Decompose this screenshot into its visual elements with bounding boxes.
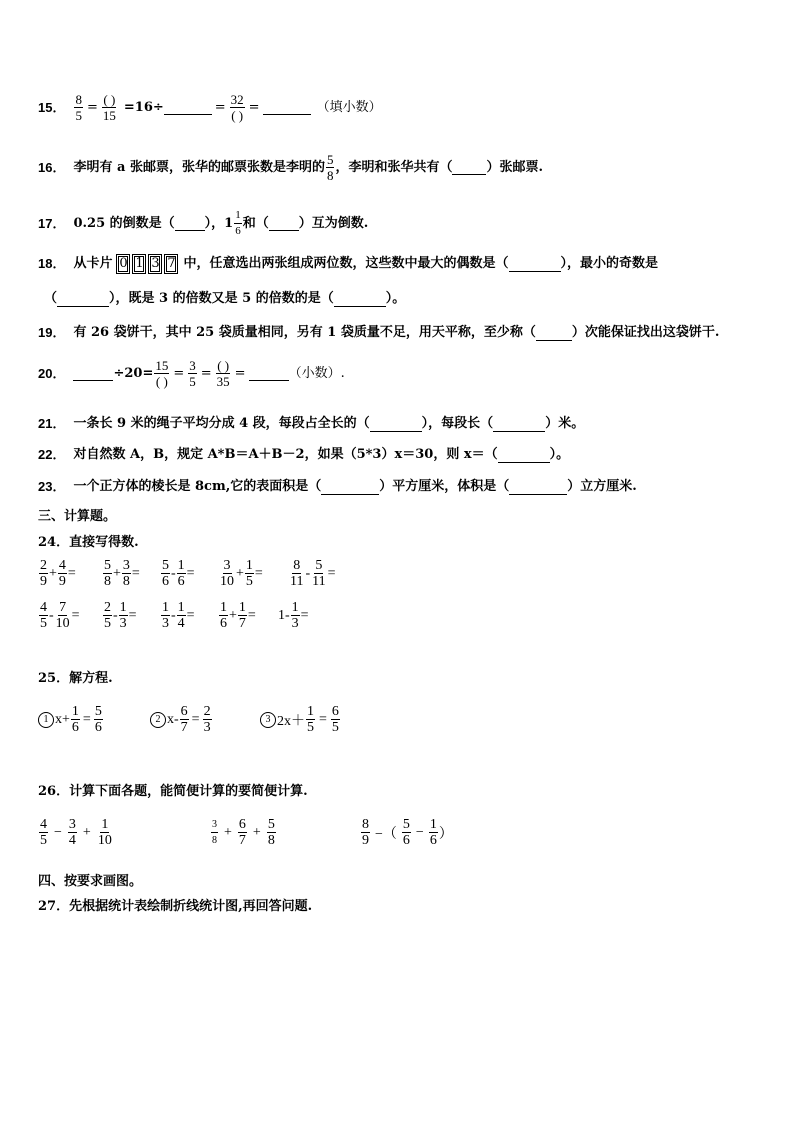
fraction: 5 8 — [326, 152, 334, 183]
question-text: 中，任意选出两张组成两位数，这些数中最大的偶数是（ — [183, 256, 509, 271]
question-text: ）互为倒数. — [298, 215, 369, 231]
calc-item: 2 5 - $\frac{1}{3}$ = — [104, 600, 137, 631]
expression: 8 9 −（ 5 6 − $\frac{1}{6}$ ） — [362, 817, 453, 848]
question-17 — [38, 208, 368, 239]
question-25-title: 25．解方程. — [38, 671, 113, 686]
calc-row-2 — [38, 600, 338, 631]
equation: 2 x- $\frac{6}{7}$ = $\frac{2}{3}$ — [150, 704, 260, 735]
answer-blank[interactable] — [493, 417, 545, 432]
digit-card: 7 — [164, 254, 178, 274]
question-text: ）次能保证找出这袋饼干. — [571, 325, 720, 340]
calc-item: 4 5 - $\frac{7}{10}$ = — [40, 600, 80, 631]
question-21 — [38, 416, 584, 432]
question-text: ），1 — [204, 215, 234, 231]
fraction: $\frac{8}{5}$ — [75, 92, 82, 123]
answer-blank[interactable] — [175, 216, 205, 231]
answer-blank[interactable] — [498, 448, 550, 463]
question-text: 和（ — [242, 215, 269, 231]
question-16 — [38, 152, 543, 183]
question-text: ，李明和张华共有（ — [335, 159, 453, 175]
hint-text: （填小数） — [316, 99, 382, 115]
answer-blank[interactable] — [321, 480, 379, 495]
calc-item: 5 8 + $\frac{3}{8}$ = — [104, 558, 140, 589]
question-text: ）。 — [549, 447, 570, 462]
answer-blank[interactable] — [334, 292, 386, 307]
answer-blank[interactable] — [509, 257, 561, 272]
question-text: 一个正方体的棱长是 8cm,它的表面积是（ — [73, 479, 322, 494]
circled-number: 1 — [38, 712, 54, 728]
answer-blank[interactable] — [57, 292, 109, 307]
question-text: ）立方厘米. — [567, 479, 637, 494]
question-text: 一条长 9 米的绳子平均分成 4 段，每段占全长的（ — [73, 416, 370, 431]
fraction: 15 ( ) — [155, 358, 169, 389]
digit-card: 3 — [148, 254, 162, 274]
question-18-cont — [44, 291, 405, 307]
digit-card: 1 — [132, 254, 146, 274]
question-number: 21． — [38, 416, 66, 431]
question-text: 对自然数 A，B，规定 A*B＝A＋B－2，如果（5*3）x＝30，则 x＝（ — [73, 447, 498, 462]
question-text: （ — [44, 291, 58, 306]
calc-item: 8 11 - $\frac{5}{11}$ = — [290, 558, 336, 589]
question-26-title: 26．计算下面各题，能简便计算的要简便计算. — [38, 784, 308, 799]
question-number: 16． — [38, 159, 66, 175]
question-text: ）。 — [385, 291, 406, 306]
question-24-title: 24．直接写得数. — [38, 535, 139, 550]
question-number: 22． — [38, 447, 66, 462]
circled-number: 3 — [260, 712, 276, 728]
question-text: 李明有 a 张邮票，张华的邮票张数是李明的 — [73, 159, 325, 175]
calc-item: 1 - $\frac{1}{3}$ = — [278, 600, 309, 631]
question-number: 18． — [38, 256, 66, 271]
question-number: 17． — [38, 215, 66, 231]
question-text: ），既是 3 的倍数又是 5 的倍数的是（ — [109, 291, 334, 306]
division-text: =16÷ — [123, 99, 164, 115]
question-text: ），每段长（ — [421, 416, 494, 431]
fraction: 32 ( ) — [230, 92, 244, 123]
question-text: ）平方厘米，体积是（ — [379, 479, 510, 494]
answer-blank[interactable] — [536, 326, 572, 341]
digit-cards — [116, 254, 180, 274]
question-number: 20． — [38, 365, 66, 381]
question-23 — [38, 479, 637, 495]
calc-item: 3 10 + $\frac{1}{5}$ = — [220, 558, 263, 589]
digit-card: 0 — [116, 254, 130, 274]
answer-blank[interactable] — [509, 480, 567, 495]
question-text: ）张邮票. — [486, 159, 543, 175]
equation: 3 2x＋ $\frac{1}{5}$ = $\frac{6}{5}$ — [260, 704, 341, 735]
expression: 4 5 − $\frac{3}{4}$ + $\frac{1}{10}$ — [40, 817, 112, 848]
question-text: 0.25 的倒数是（ — [73, 215, 175, 231]
calc-item: 5 6 - $\frac{1}{6}$ = — [162, 558, 195, 589]
question-15: 15． $\frac{8}{5}$ = ( ) 15 =16÷ = 32 ( ) = （填小数） — [38, 92, 382, 123]
question-text: ）米。 — [545, 416, 585, 431]
question-number: 19． — [38, 325, 66, 340]
question-27: 27．先根据统计表绘制折线统计图,再回答问题. — [38, 899, 313, 914]
section-heading: 四、按要求画图。 — [38, 874, 143, 889]
fraction: $\frac{3}{5}$ — [189, 358, 196, 389]
answer-blank[interactable] — [249, 366, 289, 381]
answer-blank[interactable] — [73, 366, 113, 381]
question-text: 有 26 袋饼干，其中 25 袋质量相同，另有 1 袋质量不足，用天平称，至少称（ — [73, 325, 536, 340]
fraction: ( ) 35 — [216, 358, 230, 389]
calc-row-1 — [38, 558, 360, 589]
answer-blank[interactable] — [164, 100, 212, 115]
question-22 — [38, 447, 569, 463]
answer-blank[interactable] — [269, 216, 299, 231]
equation-row — [38, 704, 341, 735]
equation: 1 x+ $\frac{1}{6}$ = $\frac{5}{6}$ — [38, 704, 150, 735]
answer-blank[interactable] — [370, 417, 422, 432]
fraction: 1 6 — [235, 209, 241, 237]
hint-text: （小数）. — [288, 365, 345, 381]
circled-number: 2 — [150, 712, 166, 728]
calc-item: 1 6 + $\frac{1}{7}$ = — [220, 600, 256, 631]
question-20: 20． ÷20= 15 ( ) = $\frac{3}{5}$ = ( ) 35 = （小数）. — [38, 358, 345, 389]
answer-blank[interactable] — [263, 100, 311, 115]
question-19 — [38, 325, 719, 341]
calc-item: 2 9 + $\frac{4}{9}$ = — [40, 558, 76, 589]
calc-item: 1 3 - $\frac{1}{4}$ = — [162, 600, 195, 631]
answer-blank[interactable] — [452, 160, 486, 175]
section-heading: 三、计算题。 — [38, 509, 117, 524]
question-text: ），最小的奇数是 — [560, 256, 659, 271]
expression-row — [38, 817, 453, 848]
expression: 3 8 + $\frac{6}{7}$ + $\frac{5}{8}$ — [212, 817, 275, 848]
question-number: 15． — [38, 99, 66, 115]
question-number: 23． — [38, 479, 66, 494]
question-text: 从卡片 — [73, 256, 113, 271]
fraction: ( ) 15 — [102, 92, 116, 123]
division-text: ÷20= — [113, 365, 154, 381]
question-18 — [38, 254, 658, 274]
